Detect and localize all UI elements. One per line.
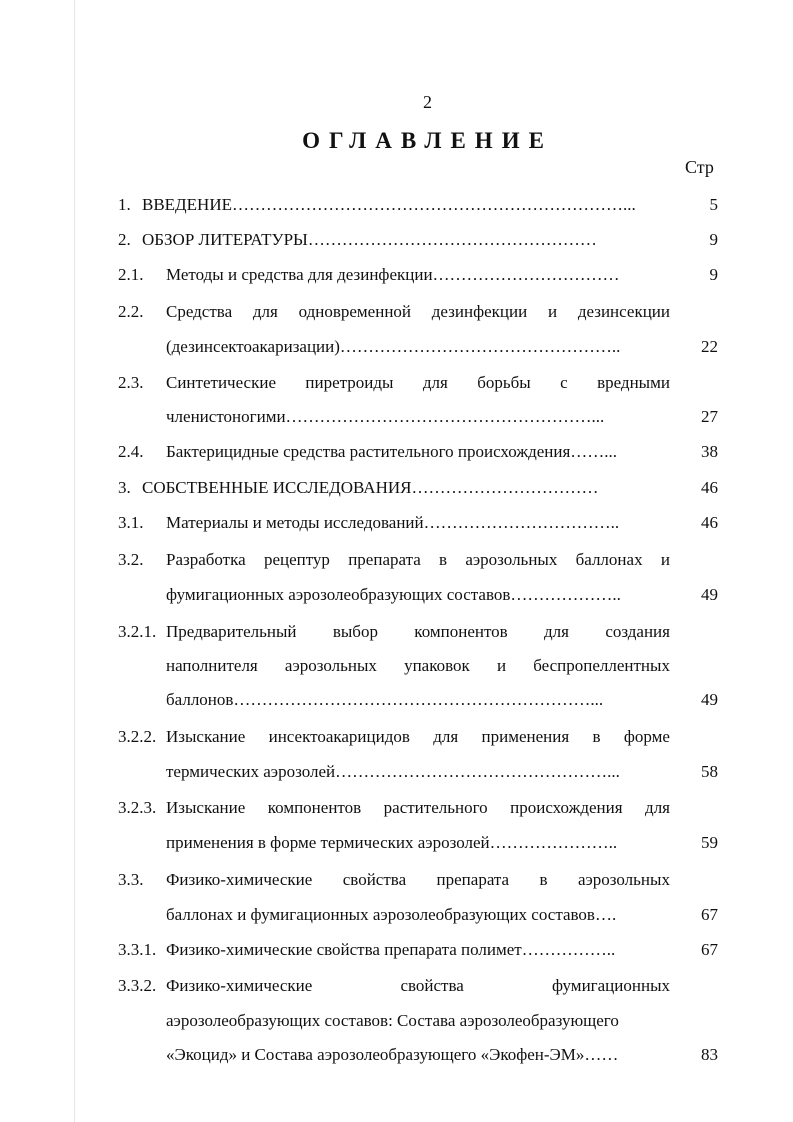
toc-entry-title: Материалы и методы исследований……………………………..	[166, 513, 620, 532]
word: и	[496, 656, 507, 675]
word: создания	[605, 622, 670, 641]
word: Синтетические	[166, 373, 277, 392]
word: компонентов	[414, 622, 508, 641]
word: инсектоакарицидов	[268, 727, 410, 746]
word: аэрозольных	[465, 550, 558, 569]
word: вредными	[597, 373, 670, 392]
word: свойства	[342, 870, 407, 889]
toc-entry-title-line	[166, 550, 670, 570]
toc-entry-number: 2.1.	[118, 265, 144, 284]
toc-entry-number: 3.2.	[118, 550, 144, 569]
toc-entry-title: ВВЕДЕНИЕ……………………………………………………………...	[142, 195, 636, 214]
word: дезинсекции	[577, 302, 670, 321]
word: рецептур	[263, 550, 330, 569]
scan-edge-shadow	[74, 0, 75, 1122]
word: и	[547, 302, 558, 321]
toc-entry-title-line	[166, 870, 670, 890]
toc-entry-number: 2.4.	[118, 442, 144, 461]
toc-entry-title: Методы и средства для дезинфекции……………………………	[166, 265, 620, 284]
toc-entry-title: «Экоцид» и Состава аэрозолеобразующего «Экофен-ЭМ»……	[166, 1045, 619, 1064]
word: для	[433, 727, 459, 746]
word: Предварительный	[166, 622, 297, 641]
toc-entry-number: 2.2.	[118, 302, 144, 321]
toc-entry-page: 49	[701, 690, 718, 709]
toc-entry-page: 49	[701, 585, 718, 604]
toc-entry-page: 59	[701, 833, 718, 852]
word: в	[439, 550, 448, 569]
word: свойства	[400, 976, 464, 995]
toc-entry-number: 3.2.1.	[118, 622, 157, 641]
word: Физико-химические	[166, 976, 313, 995]
toc-entry-page: 67	[701, 905, 718, 924]
word: аэрозольных	[284, 656, 377, 675]
toc-entry-title: ОБЗОР ЛИТЕРАТУРЫ……………………………………………	[142, 230, 597, 249]
toc-entry-title: баллонов………………………………………………………...	[166, 690, 604, 709]
toc-entry-number: 3.3.	[118, 870, 144, 889]
word: Изыскание	[166, 727, 246, 746]
toc-entry-page: 27	[701, 407, 718, 426]
word: компонентов	[267, 798, 362, 817]
word: баллонах	[575, 550, 643, 569]
word: беспропеллентных	[533, 656, 670, 675]
toc-entry-number: 3.	[118, 478, 131, 497]
toc-entry-page: 67	[701, 940, 718, 959]
word: препарата	[348, 550, 421, 569]
toc-entry-page: 46	[701, 478, 718, 497]
toc-entry-page: 5	[709, 195, 718, 214]
toc-entry-page: 46	[701, 513, 718, 532]
word: выбор	[332, 622, 378, 641]
toc-entry-title: членистоногими………………………………………………...	[166, 407, 605, 426]
word: дезинфекции	[431, 302, 528, 321]
toc-entry-title-line	[166, 622, 670, 642]
toc-entry-number: 3.2.2.	[118, 727, 157, 746]
toc-entry-number: 3.2.3.	[118, 798, 157, 817]
page-title: ОГЛАВЛЕНИЕ	[302, 128, 553, 153]
toc-entry-page: 9	[709, 265, 718, 284]
toc-entry-title-line: аэрозолеобразующих составов: Состава аэрозолеобразующего	[166, 1011, 619, 1030]
word: борьбы	[477, 373, 531, 392]
toc-entry-number: 2.3.	[118, 373, 144, 392]
word: растительного	[383, 798, 488, 817]
word: в	[539, 870, 548, 889]
word: одновременной	[298, 302, 412, 321]
toc-entry-title: баллонах и фумигационных аэрозолеобразующих составов….	[166, 905, 617, 924]
word: фумигационных	[551, 976, 670, 995]
word: с	[560, 373, 568, 392]
toc-entry-title: фумигационных аэрозолеобразующих составов………………..	[166, 585, 621, 604]
toc-entry-title-line	[166, 302, 670, 322]
toc-entry-title: (дезинсектоакаризации)…………………………………………..	[166, 337, 621, 356]
toc-entry-title: Физико-химические свойства препарата полимет……………..	[166, 940, 616, 959]
word: наполнителя	[166, 656, 258, 675]
toc-entry-title: СОБСТВЕННЫЕ ИССЛЕДОВАНИЯ……………………………	[142, 478, 599, 497]
word: форме	[623, 727, 670, 746]
word: в	[592, 727, 601, 746]
word: пиретроиды	[305, 373, 394, 392]
word: для	[252, 302, 278, 321]
word: Физико-химические	[166, 870, 313, 889]
toc-entry-number: 3.1.	[118, 513, 144, 532]
toc-entry-title-line	[166, 798, 670, 818]
toc-entry-page: 38	[701, 442, 718, 461]
word: упаковок	[404, 656, 470, 675]
word: Средства	[166, 302, 233, 321]
word: для	[645, 798, 670, 817]
toc-entry-title: применения в форме термических аэрозолей…………………..	[166, 833, 618, 852]
word: для	[544, 622, 569, 641]
word: происхождения	[510, 798, 623, 817]
toc-entry-number: 2.	[118, 230, 131, 249]
toc-entry-title: термических аэрозолей…………………………………………...	[166, 762, 620, 781]
toc-entry-title-line	[166, 976, 670, 996]
page-number: 2	[423, 92, 432, 112]
word: применения	[481, 727, 570, 746]
word: препарата	[436, 870, 510, 889]
toc-entry-page: 58	[701, 762, 718, 781]
toc-entry-title-line	[166, 656, 670, 676]
word: и	[660, 550, 670, 569]
word: аэрозольных	[577, 870, 670, 889]
toc-entry-number: 1.	[118, 195, 131, 214]
toc-entry-page: 83	[701, 1045, 718, 1064]
word: Изыскание	[166, 798, 246, 817]
toc-entry-title-line	[166, 373, 670, 393]
word: Разработка	[166, 550, 246, 569]
toc-entry-page: 9	[709, 230, 718, 249]
page-column-label: Стр	[685, 157, 714, 177]
toc-entry-page: 22	[701, 337, 718, 356]
toc-entry-title-line	[166, 727, 670, 747]
toc-entry-title: Бактерицидные средства растительного происхождения……...	[166, 442, 618, 461]
toc-entry-number: 3.3.2.	[118, 976, 157, 995]
toc-entry-number: 3.3.1.	[118, 940, 157, 959]
word: для	[422, 373, 448, 392]
